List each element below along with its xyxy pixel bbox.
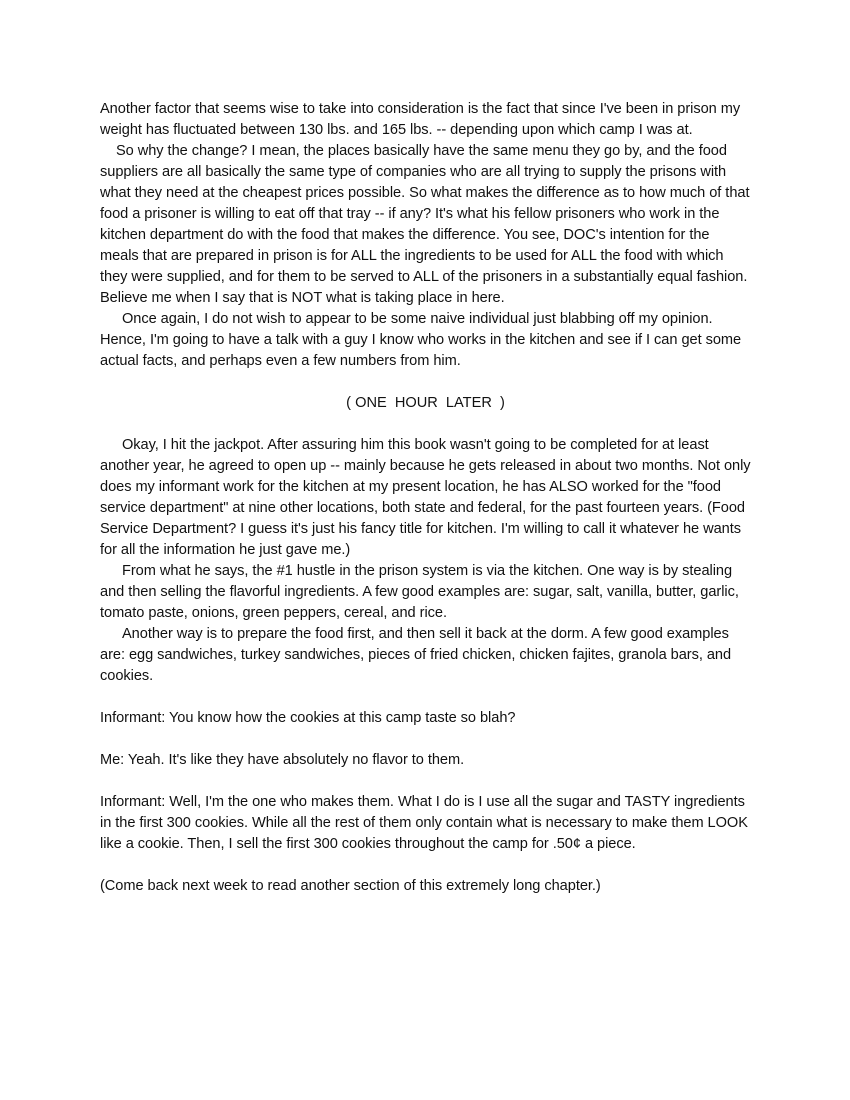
paragraph-opening-weight-fluctuation: Another factor that seems wise to take into consideration is the fact that since I've been in prison my weight has fluctuated between 130 lbs. and 165 lbs. -- depending upon which camp I was at. [100, 101, 741, 138]
dialogue-line-informant-cookies-blah: Informant: You know how the cookies at this camp taste so blah? [100, 710, 516, 726]
closing-note-come-back-next-week: (Come back next week to read another section of this extremely long chapter.) [100, 878, 601, 894]
paragraph-once-again-opinion: Once again, I do not wish to appear to be some naive individual just blabbing off my opinion. Hence, I'm going to have a talk with a guy I know who works in the kitchen and see if I can get some actual facts, and perhaps even a few numbers from him. [100, 311, 742, 369]
paragraph-number-one-hustle: From what he says, the #1 hustle in the prison system is via the kitchen. One way is by stealing and then selling the flavorful ingredients. A few good examples are: sugar, salt, vanilla, butter, garlic, tomato paste, onions, green peppers, cereal, and rice. [100, 563, 739, 621]
spacer-before-dialogue-two [100, 729, 751, 750]
spacer-before-dialogue-three [100, 771, 751, 792]
spacer-before-closing-note [100, 855, 751, 876]
paragraph-hit-the-jackpot: Okay, I hit the jackpot. After assuring him this book wasn't going to be completed for at least another year, he agreed to open up -- mainly because he gets released in about two months. Not only does my informant work for the kitchen at my present location, he has ALSO worked for the "food service department" at nine other locations, both state and federal, for the past fourteen years. (Food Service Department? I guess it's just his fancy title for kitchen. I'm willing to call it whatever he wants for all the information he just gave me.) [100, 437, 751, 558]
spacer-before-heading [100, 372, 751, 393]
dialogue-line-me-no-flavor: Me: Yeah. It's like they have absolutely no flavor to them. [100, 752, 465, 768]
paragraph-why-the-change: So why the change? I mean, the places basically have the same menu they go by, and the food suppliers are all basically the same type of companies who are all trying to supply the prisons with what they need at the cheapest prices possible. So what makes the difference as to how much of that food a prisoner is willing to eat off that tray -- if any? It's what his fellow prisoners who work in the kitchen department do with the food that makes the difference. You see, DOC's intention for the meals that are prepared in prison is for ALL the ingredients to be used for ALL the food with which they were supplied, and for them to be served to ALL of the prisoners in a substantially equal fashion. Believe me when I say that is NOT what is taking place in here. [100, 143, 750, 306]
scene-heading-one-hour-later: ( ONE HOUR LATER ) [346, 395, 505, 411]
document-text-body [100, 99, 751, 897]
spacer-after-heading [100, 414, 751, 435]
paragraph-another-way-prepare-food: Another way is to prepare the food first, and then sell it back at the dorm. A few good examples are: egg sandwiches, turkey sandwiches, pieces of fried chicken, chicken fajites, granola bars, and cookies. [100, 626, 732, 684]
spacer-before-dialogue-one [100, 687, 751, 708]
dialogue-line-informant-makes-cookies: Informant: Well, I'm the one who makes them. What I do is I use all the sugar and TASTY ingredients in the first 300 cookies. While all the rest of them only contain what is necessary to make them LOOK like a cookie. Then, I sell the first 300 cookies throughout the camp for .50¢ a piece. [100, 794, 748, 852]
